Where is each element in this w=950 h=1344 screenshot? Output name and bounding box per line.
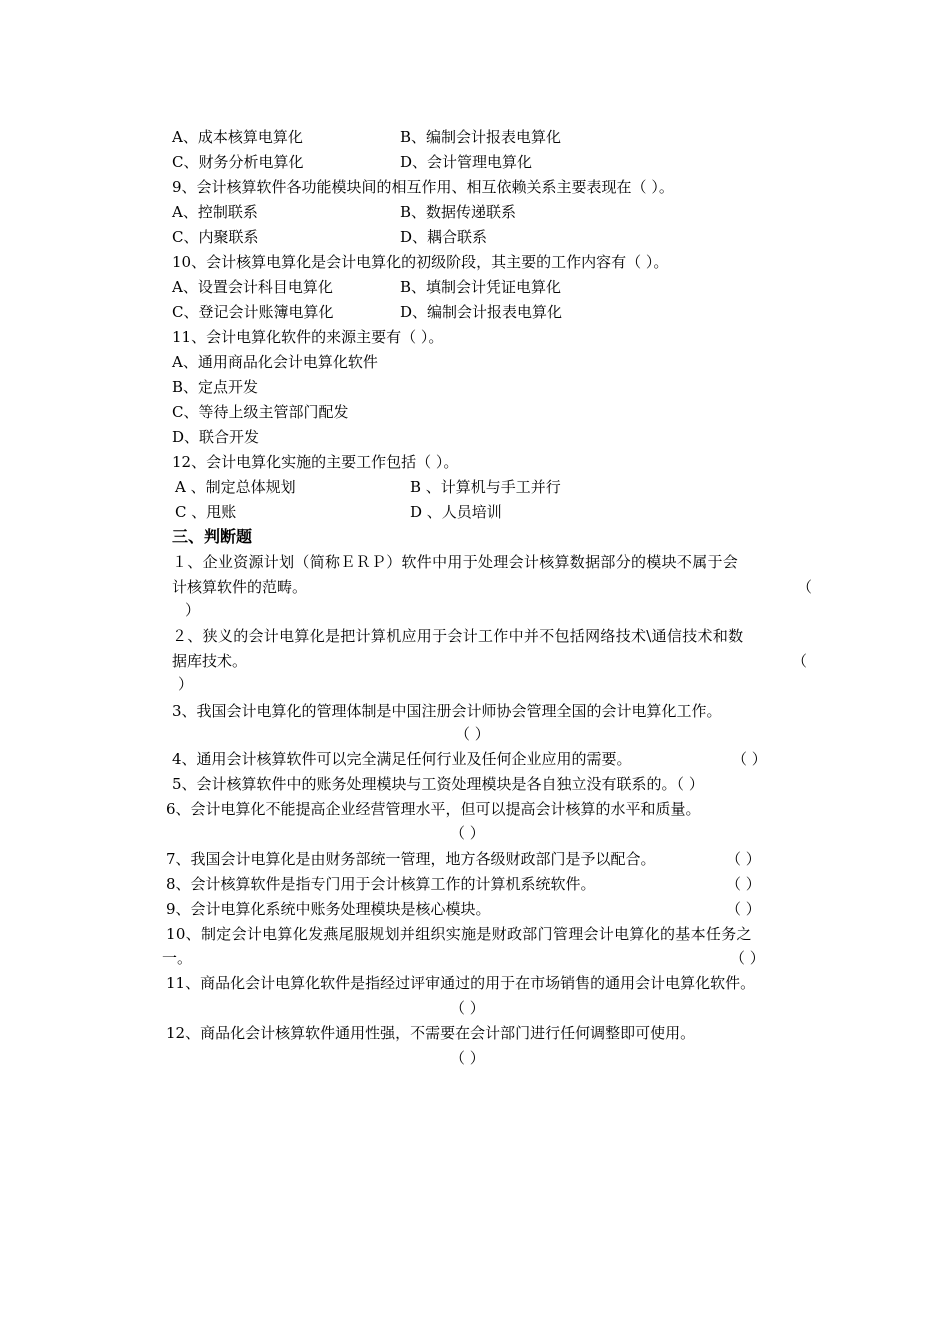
q8-option-d: D、会计管理电算化 — [400, 153, 533, 171]
tf-item-1-answer-open: （ — [797, 578, 813, 596]
section-heading: 三、判断题 — [172, 527, 253, 546]
q11-option-a: A、通用商品化会计电算化软件 — [172, 353, 378, 371]
q8-option-a: A、成本核算电算化 — [172, 128, 303, 146]
q10-option-c: C、登记会计账簿电算化 — [172, 303, 334, 321]
q11-stem: 11、会计电算化软件的来源主要有（ ）。 — [172, 328, 444, 346]
tf-item-6-answer: （ ） — [450, 824, 485, 842]
q8-option-b: B、编制会计报表电算化 — [400, 128, 562, 146]
q10-option-b: B、填制会计凭证电算化 — [400, 278, 562, 296]
tf-item-2-answer-close: ） — [178, 675, 194, 693]
tf-item-5: 5、会计核算软件中的账务处理模块与工资处理模块是各自独立没有联系的。（ ） — [172, 775, 704, 793]
tf-item-10-line-1: 10、制定会计电算化发燕尾服规划并组织实施是财政部门管理会计电算化的基本任务之 — [166, 925, 752, 943]
q12-option-a: A 、制定总体规划 — [175, 478, 296, 496]
tf-item-11-answer: （ ） — [450, 999, 485, 1017]
tf-item-2-line-1: ２、狭义的会计电算化是把计算机应用于会计工作中并不包括网络技术\通信技术和数 — [172, 627, 744, 645]
q9-option-d: D、耦合联系 — [400, 228, 488, 246]
tf-item-8-answer: （ ） — [726, 875, 761, 893]
q12-option-b: B 、计算机与手工并行 — [410, 478, 561, 496]
q11-option-c: C、等待上级主管部门配发 — [172, 403, 349, 421]
q9-option-a: A、控制联系 — [172, 203, 258, 221]
tf-item-4-answer: （ ） — [732, 750, 767, 768]
q12-stem: 12、会计电算化实施的主要工作包括（ ）。 — [172, 453, 459, 471]
tf-item-2-answer-open: （ — [792, 652, 808, 670]
tf-item-1-line-1: １、企业资源计划（简称ＥＲＰ）软件中用于处理会计核算数据部分的模块不属于会 — [172, 553, 739, 571]
tf-item-3-answer: （ ） — [455, 725, 490, 743]
q11-option-b: B、定点开发 — [172, 378, 259, 396]
tf-item-2-line-2: 据库技术。 — [172, 652, 248, 670]
tf-item-3: 3、我国会计电算化的管理体制是中国注册会计师协会管理全国的会计电算化工作。 — [172, 702, 722, 720]
q10-option-a: A、设置会计科目电算化 — [172, 278, 333, 296]
q9-stem: 9、会计核算软件各功能模块间的相互作用、相互依赖关系主要表现在（ ）。 — [172, 178, 674, 196]
tf-item-12-answer: （ ） — [450, 1049, 485, 1067]
tf-item-12: 12、商品化会计核算软件通用性强，不需要在会计部门进行任何调整即可使用。 — [166, 1024, 696, 1042]
tf-item-10-line-2: 一。 — [162, 949, 193, 967]
tf-item-7: 7、我国会计电算化是由财务部统一管理，地方各级财政部门是予以配合。 — [166, 850, 656, 868]
q8-option-c: C、财务分析电算化 — [172, 153, 304, 171]
tf-item-7-answer: （ ） — [726, 850, 761, 868]
q11-option-d: D、联合开发 — [172, 428, 260, 446]
tf-item-6: 6、会计电算化不能提高企业经营管理水平，但可以提高会计核算的水平和质量。 — [166, 800, 701, 818]
q9-option-c: C、内聚联系 — [172, 228, 259, 246]
q10-stem: 10、会计核算电算化是会计电算化的初级阶段，其主要的工作内容有（ ）。 — [172, 253, 669, 271]
tf-item-11: 11、商品化会计电算化软件是指经过评审通过的用于在市场销售的通用会计电算化软件。 — [166, 974, 756, 992]
q9-option-b: B、数据传递联系 — [400, 203, 517, 221]
tf-item-4: 4、通用会计核算软件可以完全满足任何行业及任何企业应用的需要。 — [172, 750, 632, 768]
q12-option-c: C 、甩账 — [175, 503, 237, 521]
tf-item-1-answer-close: ） — [185, 601, 201, 619]
q10-option-d: D、编制会计报表电算化 — [400, 303, 563, 321]
tf-item-9: 9、会计电算化系统中账务处理模块是核心模块。 — [166, 900, 491, 918]
tf-item-9-answer: （ ） — [726, 900, 761, 918]
q12-option-d: D 、人员培训 — [410, 503, 502, 521]
tf-item-1-line-2: 计核算软件的范畴。 — [172, 578, 308, 596]
tf-item-8: 8、会计核算软件是指专门用于会计核算工作的计算机系统软件。 — [166, 875, 596, 893]
tf-item-10-answer: （ ） — [730, 949, 765, 967]
